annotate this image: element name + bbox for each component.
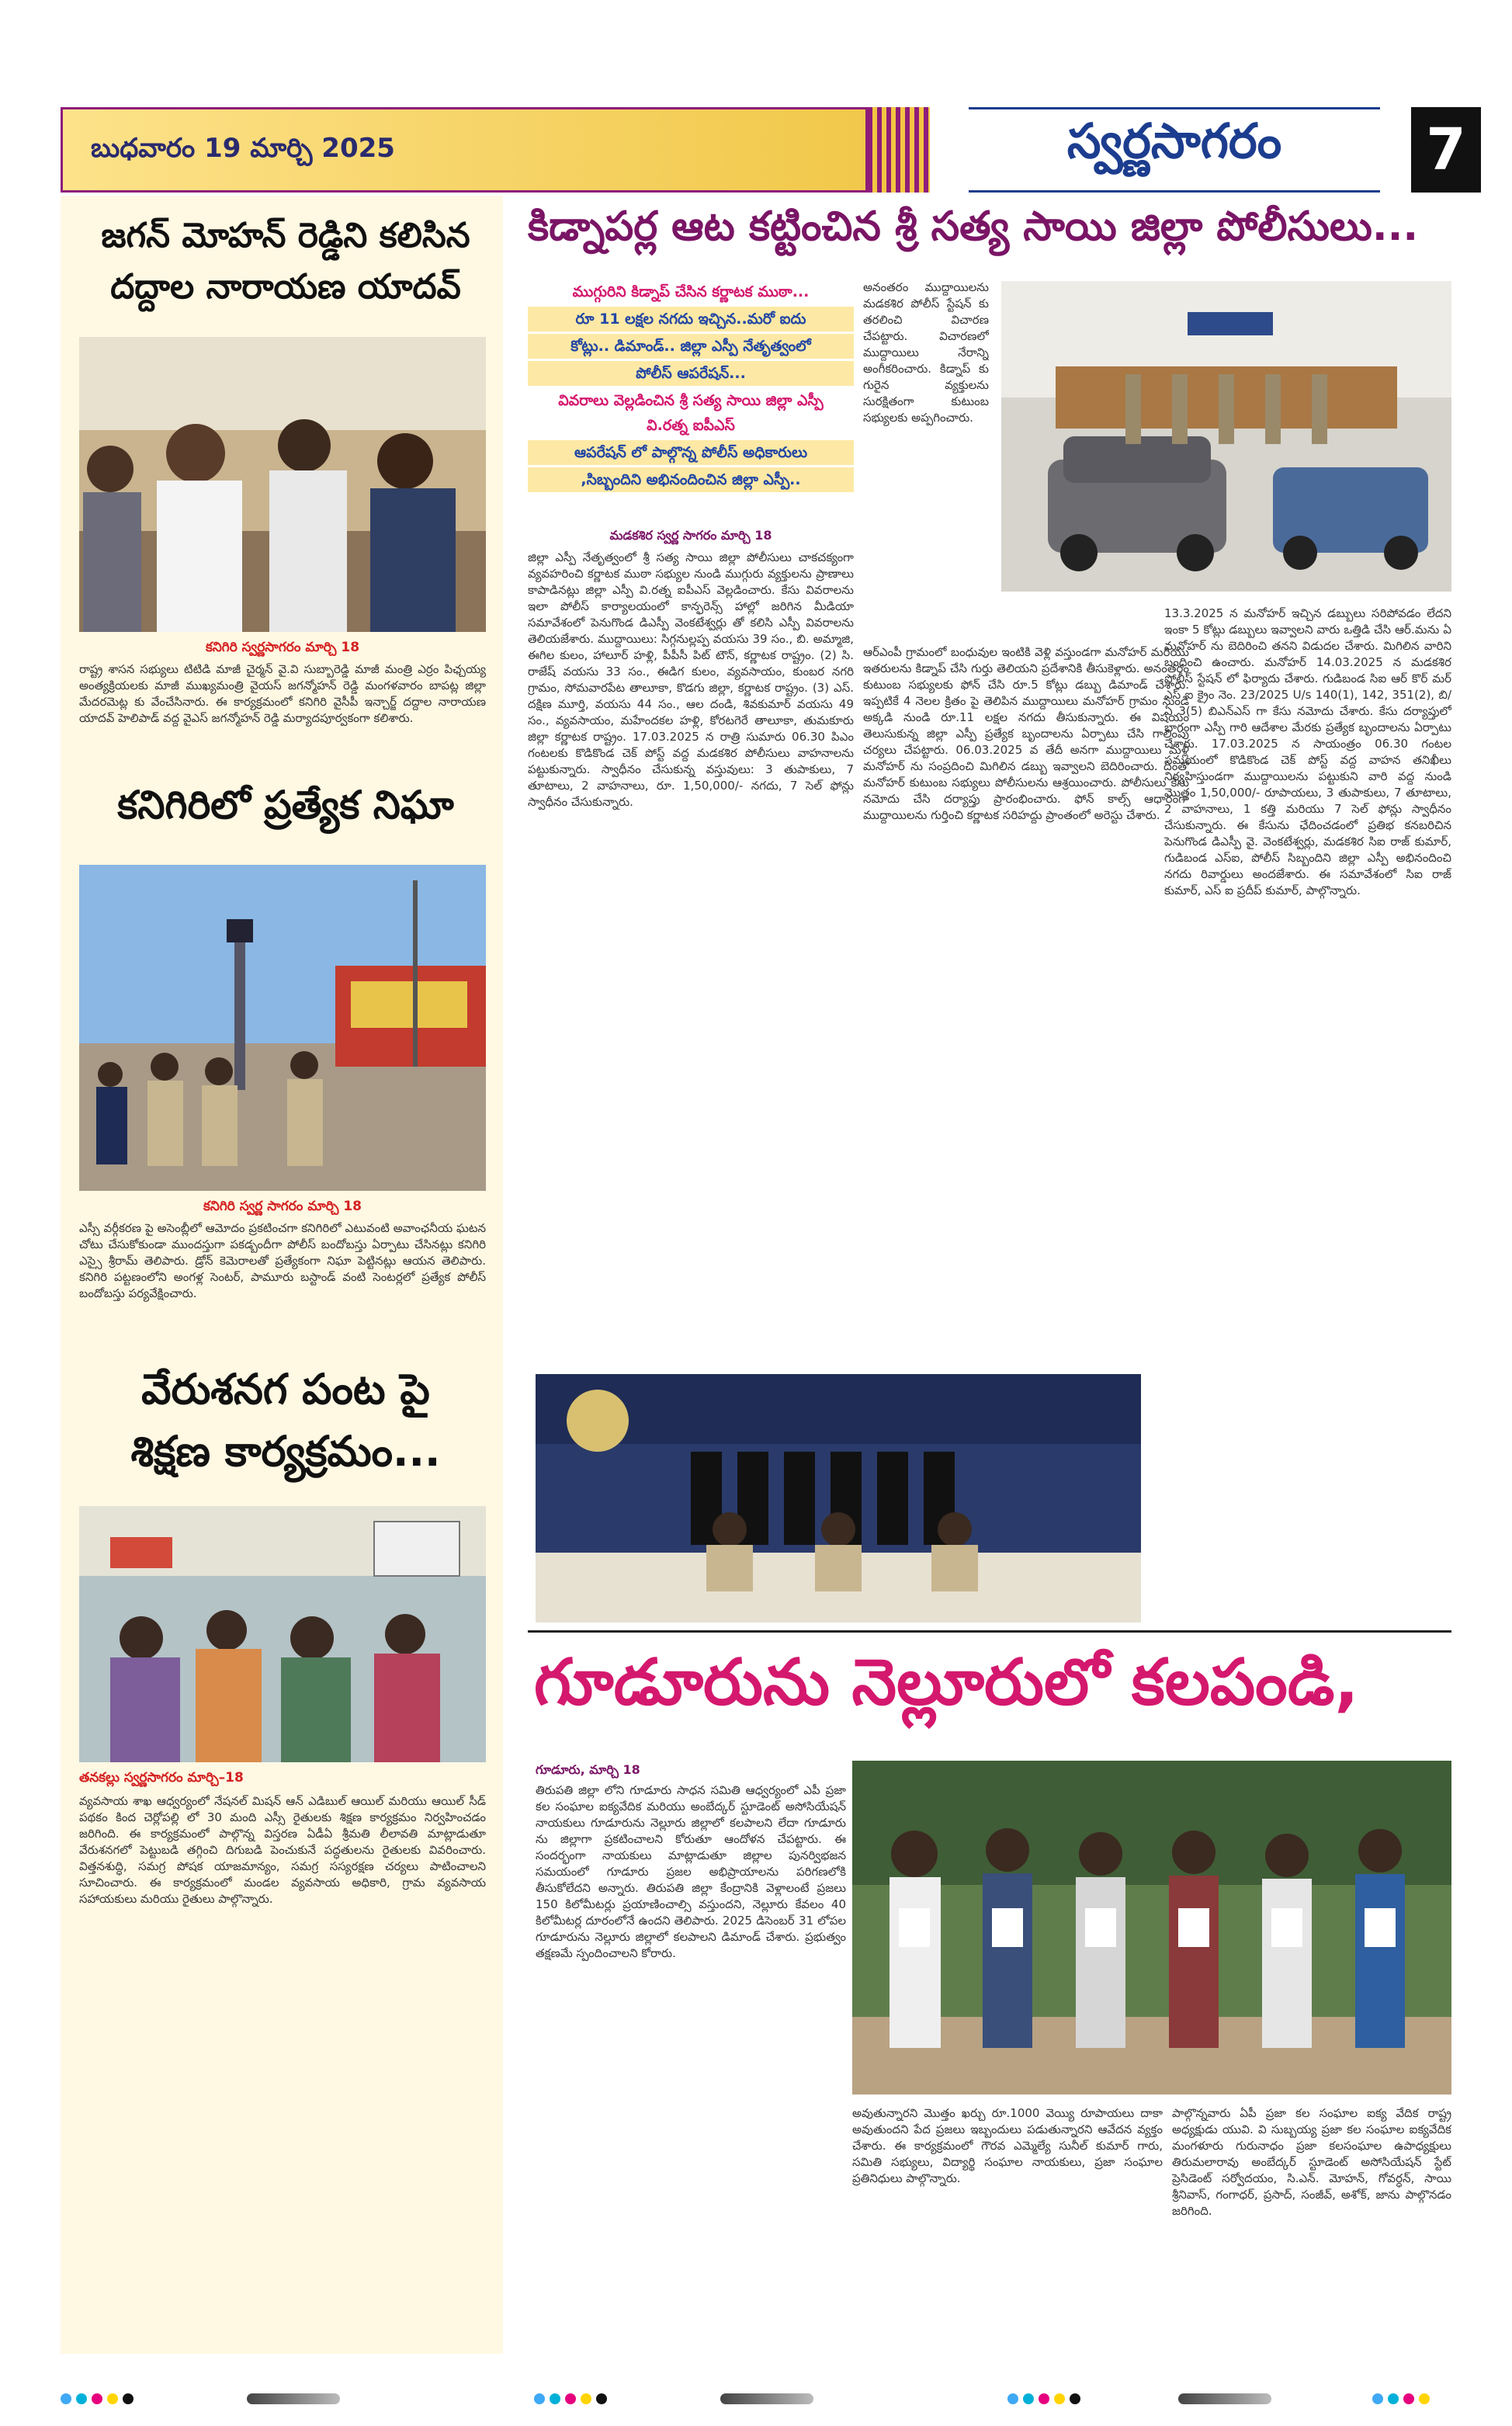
highlight-line: రూ 11 లక్షల నగదు ఇచ్చిన..మరో ఐదు xyxy=(528,307,854,331)
story1-body: రాష్ట్ర శాసన సభ్యులు టిటిడి మాజీ చైర్మన్ వై.వి సుబ్బారెడ్డి మాజీ మంత్రి ఎర్రం పిఛ్చయ్య అంత్యక్రియలకు మాజీ ముఖ్యమంత్రి వైయస్ జగన్మోహన్ రెడ్డి మంగళవారం బాపట్ల జిల్లా మేదరమెట్ల కు వేంచేసినారు. ఈ కార్యక్రమంలో కనిగిరి వైసీపీ ఇన్చార్జ్ దద్దాల నారాయణ యాదవ్ హెలిపాడ్ వద్ద వైఎస్ జగన్మోహన్ రెడ్డి మర్యాదపూర్వకంగా కలిశారు. xyxy=(79,662,486,725)
story1-photo xyxy=(79,337,486,632)
registration-dot xyxy=(534,2393,545,2404)
highlight-line: ఆపరేషన్ లో పాల్గొన్న పోలీస్ అధికారులు xyxy=(528,440,854,465)
second-col2-text: అవుతున్నారని మొత్తం ఖర్చు రూ.1000 వెయ్యి రూపాయలు దాకా అవుతుందని పేద ప్రజలు ఇబ్బందులు పడుతున్నారని ఆవేదన వ్యక్తం చేశారు. ఈ కార్యక్రమంలో గౌరవ ఎమ్మెల్యే సునీల్ కుమార్ గారు, సమితి సభ్యులు, విద్యార్థి సంఘాల నాయకులు, ప్రజా సంఘాల ప్రతినిధులు పాల్గొన్నారు. xyxy=(852,2106,1163,2185)
main-col2-text: ఆర్ఎంపీ గ్రామంలో బంధువుల ఇంటికి వెళ్లి వస్తుండగా మనోహర్ మరియు ఇతరులను కిడ్నాప్ చేసి గుర్తు తెలియని ప్రదేశానికి తీసుకెళ్లారు. అనంతరం కుటుంబ సభ్యులకు ఫోన్ చేసి రూ.5 కోట్లు డబ్బు డిమాండ్ చేశారు. ఇప్పటికే 4 నెలల క్రితం పై తెలిపిన ముద్దాయిలు మనోహర్ గ్రామం నుండి అక్కడి నుండి రూ.11 లక్షల నగదు తీసుకున్నారు. ఈ విషయం తెలుసుకున్న జిల్లా ఎస్పీ ప్రత్యేక బృందాలను ఏర్పాటు చేసి గాలింపు చర్యలు చేపట్టారు. 06.03.2025 వ తేదీ అనగా ముద్దాయిలు మళ్లీ మనోహర్ ను సంప్రదించి మిగిలిన డబ్బు ఇవ్వాలని బెదిరించారు. దీంతో మనోహర్ కుటుంబ సభ్యులు పోలీసులను ఆశ్రయించారు. పోలీసులు కేసు నమోదు చేసి దర్యాప్తు ప్రారంభించారు. ఫోన్ కాల్స్ ఆధారంగా ముద్దాయిలను గుర్తించి కర్ణాటక సరిహద్దు ప్రాంతంలో అరెస్టు చేశారు. xyxy=(863,645,1189,822)
registration-bar xyxy=(1178,2393,1271,2404)
second-headline: గూడూరును నెల్లూరులో కలపండి, xyxy=(534,1646,1359,1720)
issue-date: బుధవారం 19 మార్చి 2025 xyxy=(91,133,395,164)
story1-headline-line1: జగన్ మోహన్ రెడ్డిని కలిసిన xyxy=(101,216,470,255)
second-col3-text: పాల్గొన్నవారు ఏపీ ప్రజా కల సంఘాల ఐక్య వేదిక రాష్ట్ర అధ్యక్షుడు యువి. వి సుబ్బయ్య ప్రజా కల సంఘాల ఐక్యవేదిక మంగళూరు గురునాధం ప్రజా కలసంఘాల ఉపాధ్యక్షులు తిరుమలారావు అంబేద్కర్ స్టూడెంట్ అసోసియేషన్ స్టేట్ ప్రెసిడెంట్ సర్వోదయం, సి.ఎన్. మోహన్, గోవర్ధన్, సాయి శ్రీనివాస్, గంగాధర్, ప్రసాద్, సంజీవ్, అశోక్, జాను పాల్గొనడం జరిగింది. xyxy=(1172,2106,1451,2218)
registration-dot xyxy=(1372,2393,1383,2404)
story1-headline-line2: దద్దాల నారాయణ యాదవ్ xyxy=(110,267,461,307)
second-col1-text: తిరుపతి జిల్లా లోని గూడూరు సాధన సమితి ఆధ్వర్యంలో ఎపీ ప్రజా కల సంఘాల ఐక్యవేదిక మరియు అంబేద్కర్ స్టూడెంట్ అసోసియేషన్ నాయకులు గూడూరును నెల్లూరు జిల్లాలో కలపాలని లేదా గూడూరు ను జిల్లాగా ప్రకటించాలని కోరుతూ ఆందోళన చేపట్టారు. ఈ సందర్భంగా నాయకులు మాట్లాడుతూ జిల్లాల పునర్విభజన సమయంలో గూడూరు ప్రజల అభిప్రాయాలను పరిగణలోకి తీసుకోలేదని అన్నారు. తిరుపతి జిల్లా కేంద్రానికి వెళ్లాలంటే ప్రజలు 150 కిలోమీటర్లు ప్రయాణించాల్సి వస్తుందని, నెల్లూరు కేవలం 40 కిలోమీటర్ల దూరంలోనే ఉందని తెలిపారు. 2025 డిసెంబర్ 31 లోపల గూడూరును నెల్లూరు జిల్లాలో కలపాలని డిమాండ్ చేశారు. ప్రభుత్వం తక్షణమే స్పందించాలని కోరారు. xyxy=(536,1783,846,1960)
main-headline: కిడ్నాపర్ల ఆట కట్టించిన శ్రీ సత్య సాయి జిల్లా పోలీసులు... xyxy=(528,203,1419,250)
color-registration-dots xyxy=(61,2393,134,2404)
registration-bar xyxy=(720,2393,813,2404)
masthead-logo: స్వర్ణసాగరం xyxy=(1066,113,1282,169)
second-dateline: గూడూరు, మార్చి 18 xyxy=(536,1762,640,1777)
highlight-line: ,సిబ్బందిని అభినందించిన జిల్లా ఎస్పీ.. xyxy=(528,467,854,492)
story3-headline-line2: శిక్షణ కార్యక్రమం... xyxy=(130,1427,441,1476)
story3-photo xyxy=(79,1506,486,1762)
masthead xyxy=(969,107,1380,193)
story2-headline: కనిగిరిలో ప్రత్యేక నిఘా xyxy=(117,783,454,828)
date-bar xyxy=(61,107,868,193)
story3-headline-line1: వేరుశనగ పంట పై xyxy=(141,1365,430,1414)
second-photo xyxy=(852,1761,1451,2095)
registration-dot xyxy=(565,2393,576,2404)
registration-dot xyxy=(76,2393,87,2404)
registration-dot xyxy=(1007,2393,1018,2404)
page-number: 7 xyxy=(1411,107,1481,193)
story1-caption: కనిగిరి స్వర్ణసాగరం మార్చి 18 xyxy=(205,640,360,655)
story3-body: వ్యవసాయ శాఖ ఆధ్వర్యంలో నేషనల్ మిషన్ ఆన్ ఎడిబుల్ ఆయిల్ మరియు ఆయిల్ సీడ్ పథకం కింద చెర్లోపల్లి లో 30 మంది ఎస్సీ రైతులకు శిక్షణ కార్యక్రమం నిర్వహించడం జరిగింది. ఈ కార్యక్రమంలో పాల్గొన్న విస్తరణ ఏడీఏ శ్రీమతి లీలావతి మాట్లాడుతూ వేరుశనగలో పెట్టుబడి తగ్గించి దిగుబడి పెంచుకునే పద్ధతులను రైతులకు వివరించారు. విత్తనశుద్ధి, సమగ్ర పోషక యాజమాన్యం, సమగ్ర సస్యరక్షణ చర్యలు పాటించాలని సూచించారు. ఈ కార్యక్రమంలో మండల వ్యవసాయ అధికారి, గ్రామ వ్యవసాయ సహాయకులు మరియు రైతులు పాల్గొన్నారు. xyxy=(79,1794,486,1906)
left-column xyxy=(61,196,503,2354)
registration-dot xyxy=(1039,2393,1049,2404)
registration-dot xyxy=(550,2393,560,2404)
registration-dot xyxy=(123,2393,134,2404)
color-registration-dots xyxy=(534,2393,607,2404)
story2-photo xyxy=(79,865,486,1191)
main-photo-top xyxy=(1001,281,1451,592)
registration-dot xyxy=(1023,2393,1034,2404)
section-divider xyxy=(528,1630,1451,1633)
main-dateline: మడకశిర స్వర్ణ సాగరం మార్చి 18 xyxy=(609,528,772,543)
highlight-line: కోట్లు.. డిమాండ్.. జిల్లా ఎస్పీ నేతృత్వంలో xyxy=(528,334,854,359)
main-col1-text: జిల్లా ఎస్పీ నేతృత్వంలో శ్రీ సత్య సాయి జిల్లా పోలీసులు చాకచక్యంగా వ్యవహరించి కర్ణాటక ముఠా సభ్యుల నుండి ముగ్గురు వ్యక్తులను ప్రాణాలు కాపాడినట్లు జిల్లా ఎస్పీ వి.రత్న ఐపీఎస్ వెల్లడించారు. కేసు వివరాలను ఇలా పోలీస్ కార్యాలయంలో కాన్ఫరెన్స్ హాల్లో జరిగిన మీడియా సమావేశంలో పెనుగొండ డిఎస్పీ వెంకటేశ్వర్లు తో కలిసి ఎస్పీ వివరాలను తెలియజేశారు. ముద్దాయిలు: సిగ్గనుల్లప్ప వయసు 39 సం., బి. అమ్మాజి, ఈగిల కులం, హాలూర్ హళ్లి, పీపీసీ పిట్ టౌన్, కర్ణాటక రాష్ట్రం. (2) సి. రాజేష్ వయసు 33 సం., ఈడిగ కులం, వ్యవసాయం, కుంబర నగరి గ్రామం, సోమవారపేట తాలూకా, కొడగు జిల్లా, కర్ణాటక రాష్ట్రం. (3) ఎస్. దక్షిణ మూర్తి, వయసు 44 సం., ఆల దండి, శివకుమార్ వయసు 49 సం., వ్యవసాయం, మహేందకల హళ్లి, కోరటగెరే తాలూకా, తుమకూరు జిల్లా కర్ణాటక రాష్ట్రం. 17.03.2025 న రాత్రి సుమారు 06.30 పిఎం గంటలకు కొడికొండ చెక్ పోస్ట్ వద్ద మడకశిర పోలీసులు వాహనాలను పట్టుకున్నారు. స్వాధీనం చేసుకున్న వస్తువులు: 3 తుపాకులు, 7 తూటాలు, 2 వాహనాలు, రూ. 1,50,000/- నగదు, 7 సెల్ ఫోన్లు స్వాధీనం చేసుకున్నారు. xyxy=(528,550,854,809)
main-highlights xyxy=(528,279,854,495)
story2-body: ఎస్సీ వర్గీకరణ పై అసెంబ్లీలో ఆమోదం ప్రకటించగా కనిగిరిలో ఎటువంటి అవాంఛనీయ ఘటన చోటు చేసుకోకుండా ముందస్తుగా పకడ్బందీగా పోలీస్ బందోబస్తు ఏర్పాటు చేసినట్లు కనిగిరి ఎస్సై శ్రీరామ్ తెలిపారు. డ్రోన్ కెమెరాలతో ప్రత్యేకంగా నిఘా పెట్టినట్లు ఆయన తెలిపారు. కనిగిరి పట్టణంలోని అంగళ్ల సెంటర్, పామూరు బస్టాండ్ వంటి సెంటర్లలో ప్రత్యేక పోలీస్ బందోబస్తు పర్యవేక్షించారు. xyxy=(79,1221,486,1300)
story3-caption: తనకల్లు స్వర్ణసాగరం మార్చి–18 xyxy=(79,1770,244,1786)
registration-dot xyxy=(581,2393,591,2404)
registration-bar xyxy=(247,2393,340,2404)
registration-dot xyxy=(1419,2393,1430,2404)
registration-dot xyxy=(61,2393,71,2404)
registration-dot xyxy=(1070,2393,1080,2404)
registration-dot xyxy=(107,2393,118,2404)
highlight-line: వివరాలు వెల్లడించిన శ్రీ సత్య సాయి జిల్లా ఎస్పీ xyxy=(558,392,824,409)
highlight-line: ముగ్గురిని కిడ్నాప్ చేసిన కర్ణాటక ముఠా... xyxy=(572,283,810,300)
color-registration-dots xyxy=(1372,2393,1430,2404)
registration-dot xyxy=(596,2393,607,2404)
page-footer xyxy=(61,2387,1451,2410)
main-photo-press xyxy=(536,1374,1141,1623)
registration-dot xyxy=(1388,2393,1399,2404)
main-col2a-text: అనంతరం ముద్దాయిలను మడకశిర పోలీస్ స్టేషన్ కు తరలించి విచారణ చేపట్టారు. విచారణలో ముద్దాయిలు నేరాన్ని అంగీకరించారు. కిడ్నాప్ కు గురైన వ్యక్తులను సురక్షితంగా కుటుంబ సభ్యులకు అప్పగించారు. xyxy=(863,280,989,425)
page-header xyxy=(61,107,1466,193)
story2-caption: కనిగిరి స్వర్ణ సాగరం మార్చి 18 xyxy=(203,1199,362,1214)
main-col4-text: 13.3.2025 న మనోహర్ ఇచ్చిన డబ్బులు సరిపోవడం లేదని ఇంకా 5 కోట్లు డబ్బులు ఇవ్వాలని వారు ఒత్తిడి చేసి ఆర్.మను ఏ మనోహర్ ను బెదిరించి తనని విడుదల చేశారు. మిగిలిన వారిని బంధించి ఉంచారు. మనోహర్ 14.03.2025 న మడకశిర పోలీస్ స్టేషన్ లో ఫిర్యాదు చేశారు. గుడిబండ సిఐ ఆర్ కొర్ మర్ ఎస్ ఐ క్రైం నెం. 23/2025 U/s 140(1), 142, 351(2), బి/ఏ 3(5) బిఎన్ఎస్ గా కేసు నమోదు చేశారు. కేసు దర్యాప్తులో భాగంగా ఎస్పీ గారి ఆదేశాల మేరకు ప్రత్యేక బృందాలను ఏర్పాటు చేశారు. 17.03.2025 న సాయంత్రం 06.30 గంటల సమయంలో కొడికొండ చెక్ పోస్ట్ వద్ద వాహన తనిఖీలు నిర్వహిస్తుండగా ముద్దాయిలను పట్టుకుని వారి వద్ద నుండి మొత్తం 1,50,000/- రూపాయలు, 3 తుపాకులు, 7 తూటాలు, 2 వాహనాలు, 1 కత్తి మరియు 7 సెల్ ఫోన్లు స్వాధీనం చేసుకున్నారు. ఈ కేసును ఛేదించడంలో ప్రతిభ కనబరిచిన పెనుగొండ డిఎస్పీ వై. వెంకటేశ్వర్లు, మడకశిర సిఐ రాజ్ కుమార్, గుడిబండ ఎస్ఐ, పోలీస్ సిబ్బందిని జిల్లా ఎస్పీ అభినందించి నగదు రివార్డులు అందజేశారు. ఈ సమావేశంలో సిఐ రాజ్ కుమార్, ఎస్ ఐ ప్రదీప్ కుమార్, పాల్గొన్నారు. xyxy=(1164,606,1451,897)
highlight-line: వి.రత్న ఐపీఎస్ xyxy=(647,417,735,434)
registration-dot xyxy=(1403,2393,1414,2404)
registration-dot xyxy=(1054,2393,1065,2404)
color-registration-dots xyxy=(1007,2393,1080,2404)
highlight-line: పోలీస్ ఆపరేషన్... xyxy=(528,361,854,386)
decorative-stripes xyxy=(868,107,930,193)
registration-dot xyxy=(92,2393,102,2404)
